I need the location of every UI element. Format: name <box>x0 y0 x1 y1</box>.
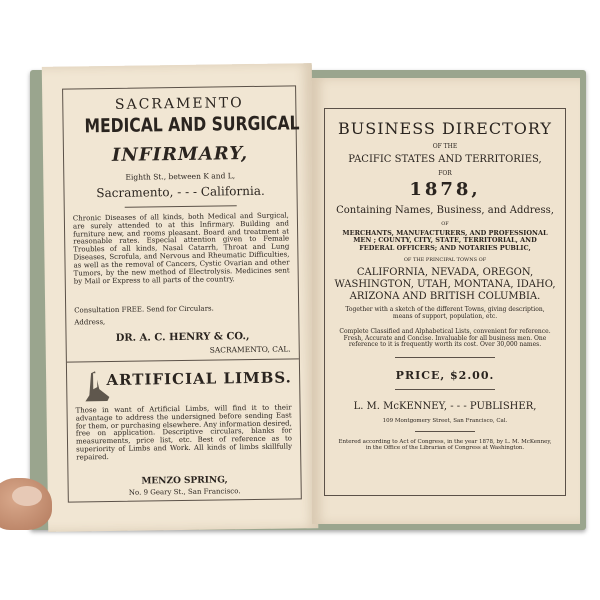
divider <box>395 389 495 390</box>
limbs-title: ARTIFICIAL LIMBS. <box>106 368 292 390</box>
advertisement-frame <box>62 85 302 502</box>
limbs-name: MENZO SPRING, <box>141 475 228 487</box>
infirmary-subtitle: INFIRMARY, <box>111 143 249 166</box>
of-the-text: OF THE <box>432 143 458 150</box>
infirmary-title: MEDICAL AND SURGICAL <box>84 112 300 138</box>
divider <box>395 357 495 358</box>
containing-text: Containing Names, Business, and Address, <box>336 205 554 216</box>
price-text: PRICE, $2.00. <box>395 369 495 382</box>
of-text: OF <box>441 221 449 227</box>
limbs-body: Those in want of Artificial Limbs, will find it to their advantage to address the undersigned before sending East for them, or purchasing elsewhere. Any information desired, free on application. Descriptive circulars, blanks for measurements, price list, etc. Best of reference as to superiority of Limbs and Work. All kinds of limbs skillfully repaired. <box>75 403 293 462</box>
region-text: PACIFIC STATES AND TERRITORIES, <box>348 154 542 165</box>
principal-towns-text: OF THE PRINCIPAL TOWNS OF <box>403 257 487 263</box>
divider <box>125 205 237 208</box>
publisher-text: L. M. McKENNEY, - - - PUBLISHER, <box>353 401 537 412</box>
states-text: CALIFORNIA, NEVADA, OREGON, WASHINGTON, UTAH, MONTANA, IDAHO, ARIZONA AND BRITISH COLUMBIA. <box>334 267 556 303</box>
limbs-address: No. 9 Geary St., San Francisco. <box>128 487 241 497</box>
header-city: SACRAMENTO <box>114 95 244 113</box>
infirmary-body: Chronic Diseases of all kinds, both Medical and Surgical, are surely attended to at this Infirmary. Building and furniture new, and rooms pleasant. Board and treatment at reasonable rates. Especial attention given to Female Troubles of all kinds, Nasal Catarrh, Throat and Lung Diseases, Scrofula, and Nervous and Rheumatic Difficulties, as well as the removal of Cancers, Cystic Ovarian and other Tumors, by the new method of Electrolysis. Medicines sent by Mail or Express to all parts of the country. <box>72 211 290 286</box>
divider <box>415 431 475 432</box>
infirmary-location: Sacramento, - - - California. <box>96 183 265 201</box>
doctor-location: SACRAMENTO, CAL. <box>209 344 291 355</box>
doctor-name: DR. A. C. HENRY & CO., <box>115 331 250 344</box>
left-page <box>42 63 318 532</box>
consultation-note: Consultation FREE. Send for Circulars. <box>74 304 214 315</box>
right-page <box>312 78 580 524</box>
for-text: FOR <box>438 170 452 177</box>
title-frame <box>324 108 566 496</box>
complete-text: Complete Classified and Alphabetical Lists, convenient for reference. Fresh, Accurate and Concise. Invaluable for all business men. One reference to it is frequently worth its cost. Over 30,000 names. <box>339 328 551 349</box>
copyright-text: Entered according to Act of Congress, in the year 1878, by L. M. McKenney, in the Office of the Librarian of Congress at Washington. <box>338 439 552 452</box>
infirmary-street: Eighth St., between K and L, <box>125 171 236 182</box>
merchants-text: MERCHANTS, MANUFACTURERS, AND PROFESSIONAL MEN ; COUNTY, CITY, STATE, TERRITORIAL, AND FEDERAL OFFICERS; AND NOTARIES PUBLIC, <box>342 229 548 252</box>
thumbnail-nail <box>12 486 42 506</box>
year-text: 1878, <box>409 179 481 200</box>
section-divider <box>67 358 299 362</box>
publisher-address: 109 Montgomery Street, San Francisco, Cal. <box>382 418 508 424</box>
together-text: Together with a sketch of the different Towns, giving description, means of support, population, etc. <box>345 306 545 320</box>
directory-title: BUSINESS DIRECTORY <box>338 119 552 138</box>
address-label: Address, <box>74 318 106 327</box>
